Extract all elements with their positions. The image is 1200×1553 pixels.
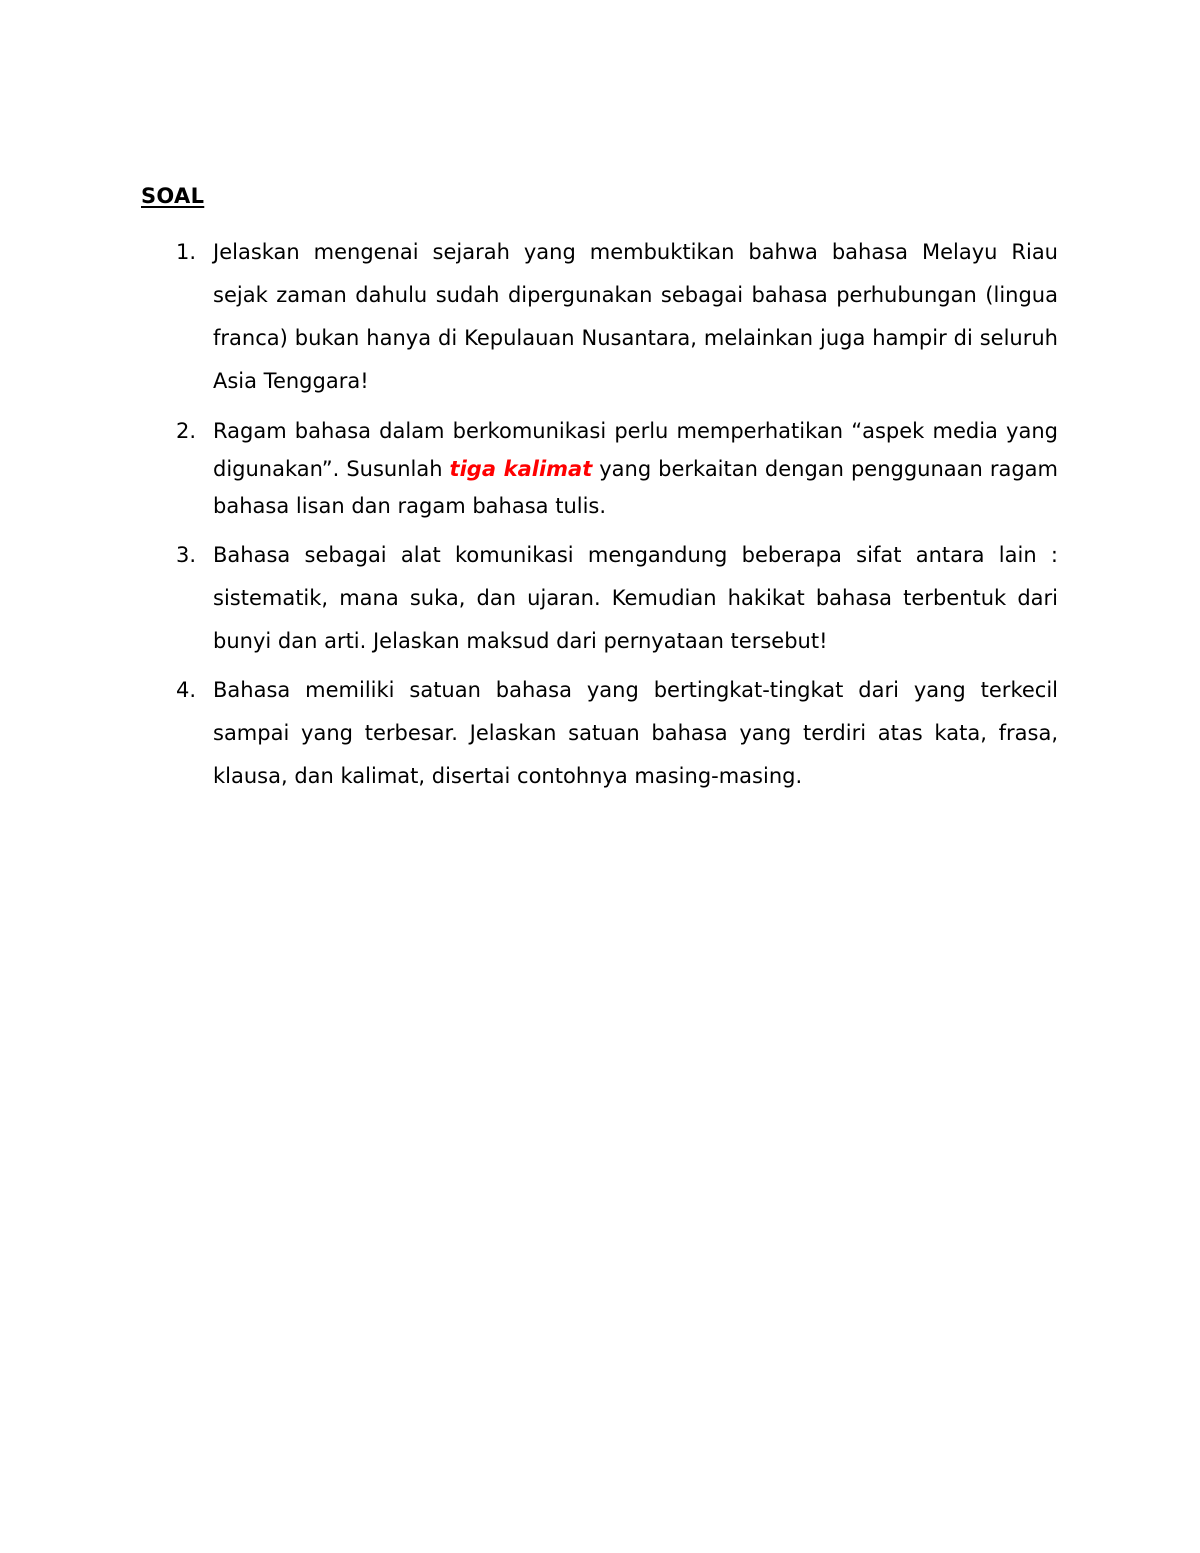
question-number: 2.: [176, 419, 197, 443]
question-number: 4.: [176, 677, 197, 702]
emphasized-text: tiga kalimat: [449, 456, 593, 481]
list-item: [176, 669, 1058, 798]
list-item: [176, 534, 1058, 663]
question-number: 3.: [176, 542, 197, 567]
question-list: [176, 231, 1058, 804]
question-text: Bahasa memiliki satuan bahasa yang bertingkat-tingkat dari yang terkecil sampai yang terbesar. Jelaskan satuan bahasa yang terdiri atas kata, frasa, klausa, dan kalimat, disertai contohnya masing-masing.: [213, 677, 1058, 788]
page-title: SOAL: [141, 184, 205, 208]
question-number: 1.: [176, 240, 197, 264]
list-item: [176, 413, 1058, 526]
question-text: Ragam bahasa dalam berkomunikasi perlu memperhatikan “aspek media yang digunakan”. Susunlah: [213, 419, 1058, 481]
list-item: [176, 231, 1058, 403]
question-text: Jelaskan mengenai sejarah yang membuktikan bahwa bahasa Melayu Riau sejak zaman dahulu sudah dipergunakan sebagai bahasa perhubungan (lingua franca) bukan hanya di Kepulauan Nusantara, melainkan juga hampir di seluruh Asia Tenggara!: [213, 240, 1058, 393]
question-text-continued: yang berkaitan dengan penggunaan ragam bahasa lisan dan ragam bahasa tulis.: [213, 456, 1058, 518]
question-text: Bahasa sebagai alat komunikasi mengandung beberapa sifat antara lain : sistematik, mana suka, dan ujaran. Kemudian hakikat bahasa terbentuk dari bunyi dan arti. Jelaskan maksud dari pernyataan tersebut!: [213, 542, 1058, 653]
